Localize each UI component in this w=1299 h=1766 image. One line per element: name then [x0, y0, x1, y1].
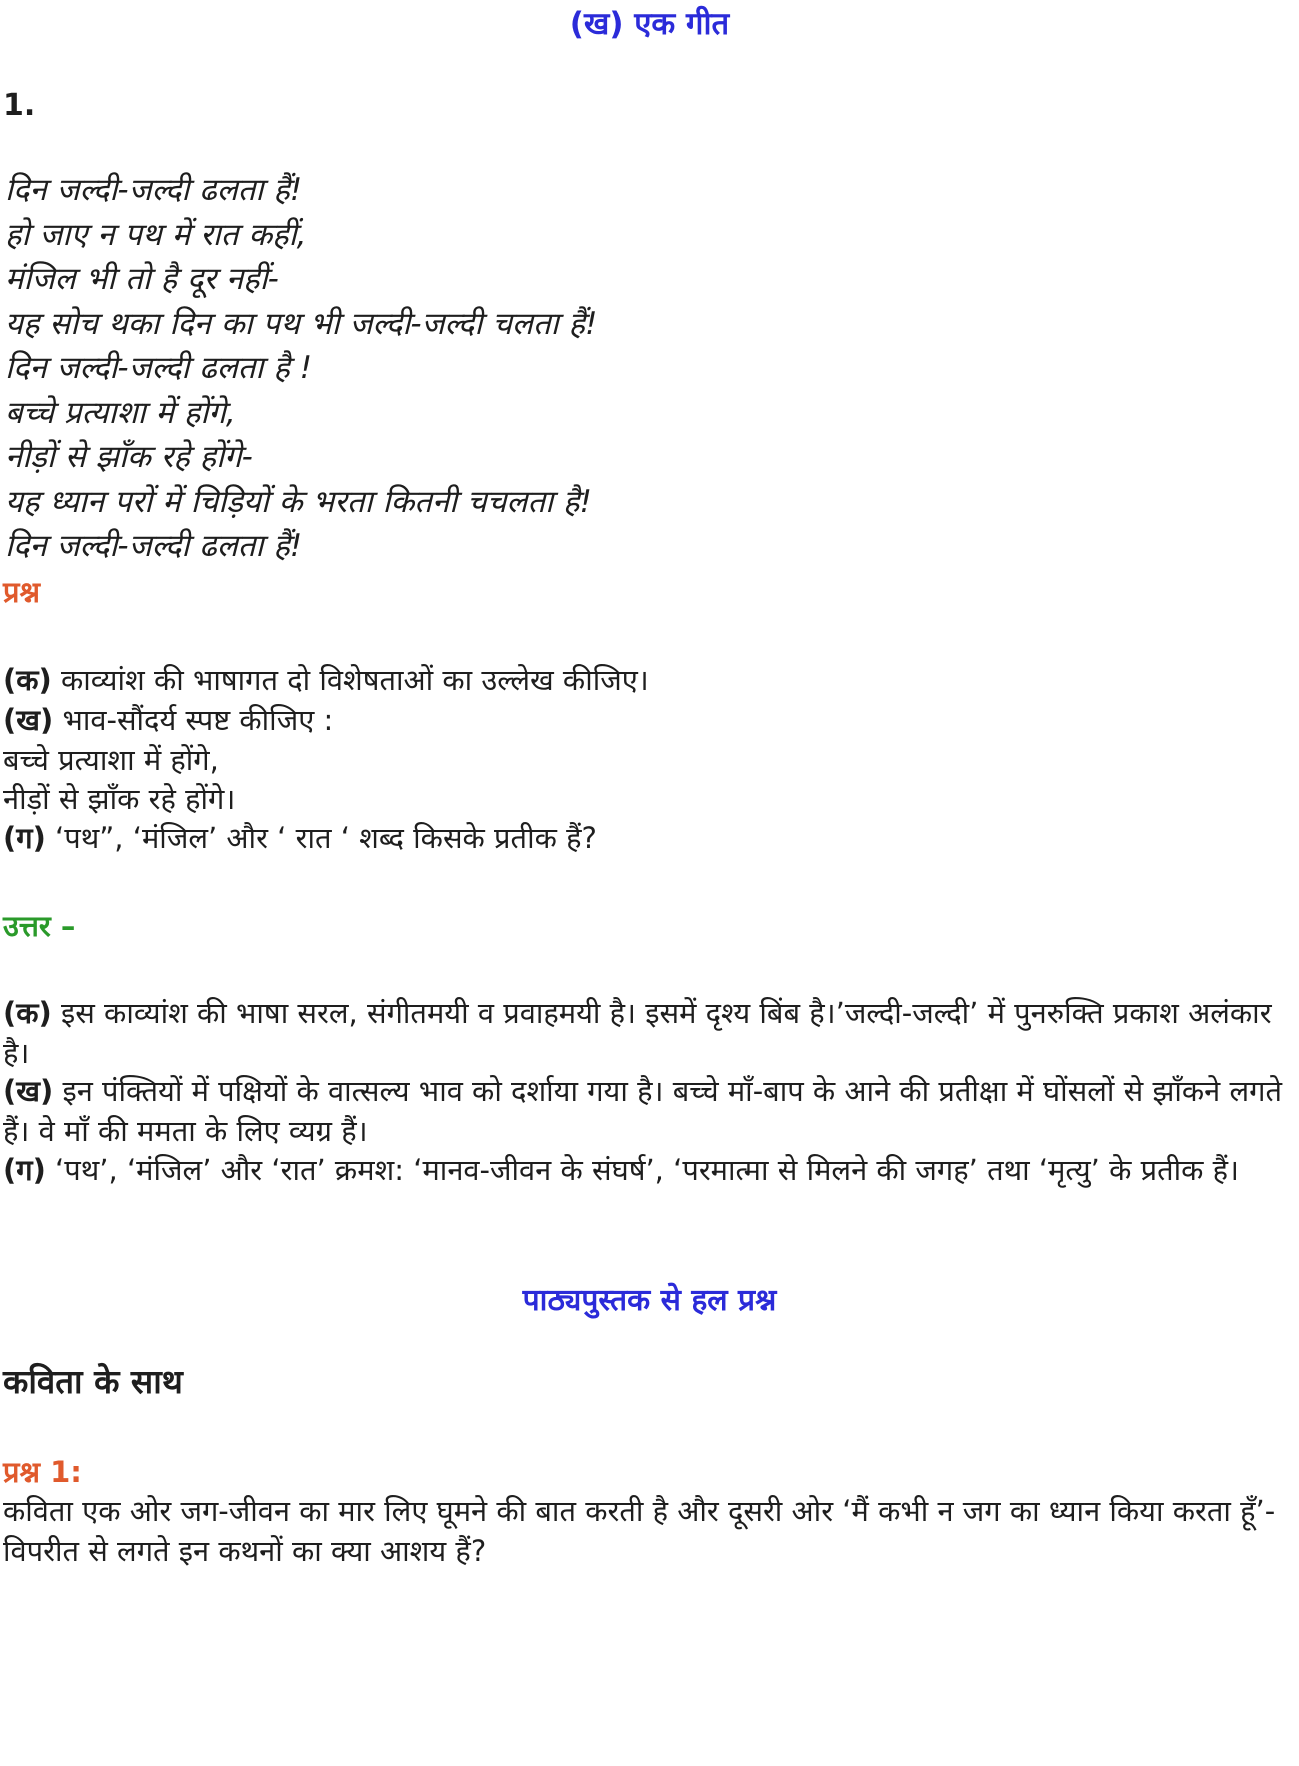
answer-label: (ग) [3, 1153, 46, 1187]
answer-heading: उत्तर – [3, 909, 76, 943]
q1-heading: प्रश्न 1: [3, 1455, 82, 1489]
answer-text: ‘पथ’, ‘मंजिल’ और ‘रात’ क्रमश: ‘मानव-जीवन के संघर्ष’, ‘परमात्मा से मिलने की जगह’ तथा ‘मृत्यु’ के प्रतीक हैं। [45, 1153, 1240, 1187]
subsection-title: कविता के साथ [3, 1362, 183, 1401]
question-text: काव्यांश की भाषागत दो विशेषताओं का उल्लेख कीजिए। [51, 663, 649, 697]
poem-line: नीड़ों से झाँक रहे होंगे- [5, 439, 253, 475]
question-text: ‘पथ”, ‘मंजिल’ और ‘ रात ‘ शब्द किसके प्रतीक हैं? [45, 821, 597, 855]
poem-line: बच्चे प्रत्याशा में होंगे, [5, 394, 236, 431]
poem-line: दिन जल्दी-जल्दी ढलता हैं! [5, 528, 303, 564]
q1-text: कविता एक ओर जग-जीवन का मार लिए घूमने की बात करती है और दूसरी ओर ‘मैं कभी न जग का ध्यान किया करता हूँ’-विपरीत से लगते इन कथनों का क्या आशय हैं? [3, 1494, 1276, 1568]
answer-text: इस काव्यांश की भाषा सरल, संगीतमयी व प्रवाहमयी है। इसमें दृश्य बिंब है।’जल्दी-जल्दी’ में पुनरुक्ति प्रकाश अलंकार है। [3, 996, 1272, 1070]
page-title: (ख) एक गीत [569, 6, 730, 42]
poem-line: यह ध्यान परों में चिड़ियों के भरता कितनी चचलता है! [5, 483, 592, 520]
question-label: (क) [3, 663, 52, 697]
question-text: नीड़ों से झाँक रहे होंगे। [3, 782, 236, 816]
poem-line: दिन जल्दी-जल्दी ढलता हैं! [5, 172, 303, 208]
item-number: 1. [3, 88, 36, 123]
poem-line: मंजिल भी तो है दूर नहीं- [5, 261, 279, 297]
question-text: भाव-सौंदर्य स्पष्ट कीजिए : [53, 703, 334, 737]
question-item [3, 740, 1293, 780]
poem-line: हो जाए न पथ में रात कहीं, [5, 216, 307, 253]
question-item [3, 660, 1293, 700]
poem-line: यह सोच थका दिन का पथ भी जल्दी-जल्दी चलता हैं! [5, 305, 598, 342]
answer-text: इन पंक्तियों में पक्षियों के वात्सल्य भाव को दर्शाया गया है। बच्चे माँ-बाप के आने की प्रतीक्षा में घोंसलों से झाँकने लगते हैं। वे माँ की ममता के लिए व्यग्र हैं। [3, 1074, 1282, 1148]
question-text: बच्चे प्रत्याशा में होंगे, [3, 743, 219, 777]
question-heading: प्रश्न [3, 575, 41, 609]
answer-label: (ख) [3, 1074, 54, 1108]
answer-item [3, 1150, 1293, 1190]
question-item [3, 779, 1293, 819]
answer-item [3, 1071, 1293, 1151]
section-title: पाठ्यपुस्तक से हल प्रश्न [522, 1283, 777, 1318]
poem-stanza [5, 168, 597, 569]
question-item [3, 818, 1293, 858]
poem-line: दिन जल्दी-जल्दी ढलता है ! [5, 350, 313, 386]
question-label: (ख) [3, 703, 54, 737]
question-item [3, 700, 1293, 740]
answer-label: (क) [3, 996, 52, 1030]
question-label: (ग) [3, 821, 46, 855]
answer-item [3, 993, 1293, 1073]
